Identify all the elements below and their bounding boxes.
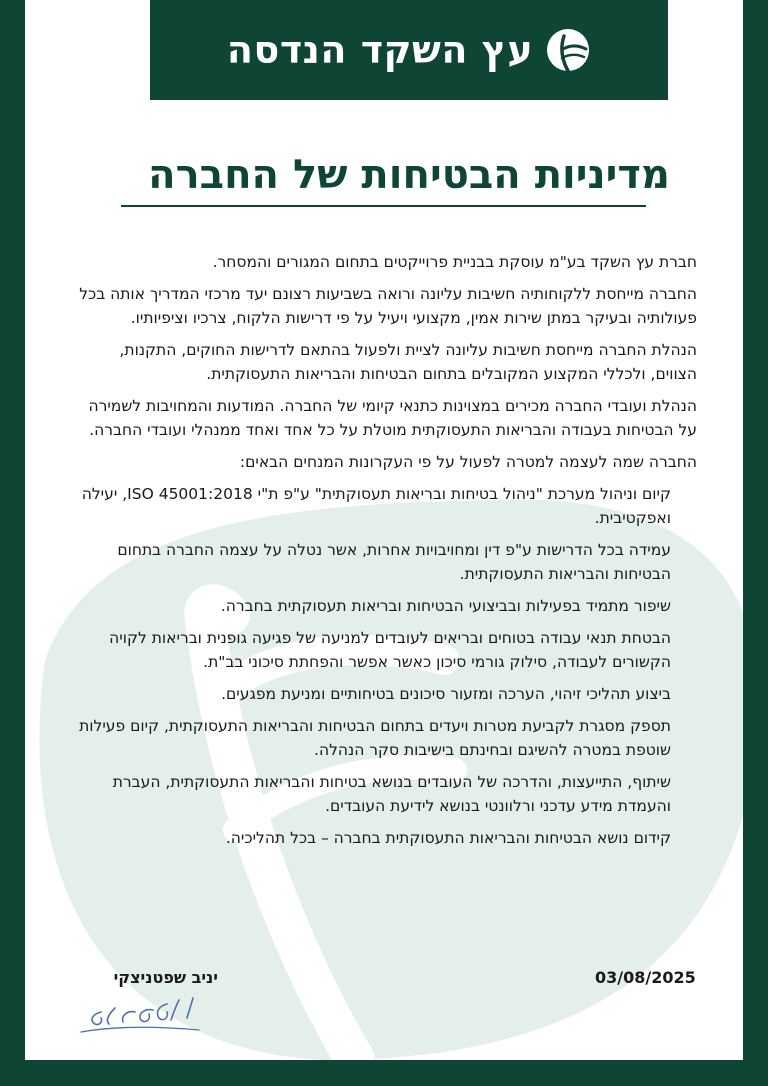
handwritten-signature <box>75 992 205 1040</box>
signature-date: 03/08/2025 <box>595 968 696 987</box>
principle-item: עמידה בכל הדרישות ע"פ דין ומחויבויות אחרות, אשר נטלה על עצמה החברה בתחום הבטיחות והבריאות התעסוקתית. <box>117 541 671 583</box>
paragraph-customers: החברה מייחסת ללקוחותיה חשיבות עליונה ורואה בשביעות רצונם יעד מרכזי המדריך אותה בכל פעולותיה ובעיקר במתן שירות אמין, מקצועי ויעיל על פי דרישות הלקוח, צרכיו וציפיותיו. <box>79 285 697 327</box>
principle-item: קידום נושא הבטיחות והבריאות התעסוקתית בחברה – בכל תהליכיה. <box>225 829 671 847</box>
principle-item: תספק מסגרת לקביעת מטרות ויעדים בתחום הבטיחות והבריאות התעסוקתית, קיום פעילות שוטפת במטרה להשיגם ובחינתם בישיבות סקר הנהלה. <box>79 717 671 759</box>
header-banner <box>150 0 668 100</box>
principle-item: ביצוע תהליכי זיהוי, הערכה ומזעור סיכונים בטיחותיים ומניעת מפגעים. <box>221 685 671 703</box>
almond-tree-logo-icon <box>545 27 591 73</box>
principle-item: קיום וניהול מערכת "ניהול בטיחות ובריאות תעסוקתית" ע"פ ת"י ISO 45001:2018, יעילה ואפקטיבית. <box>81 485 671 527</box>
principle-item: שיתוף, התייעצות, והדרכה של העובדים בנושא בטיחות והבריאות התעסוקתית, העברת והעמדת מידע עדכני ורלוונטי בנושא לידיעת העובדים. <box>112 773 671 815</box>
title-underline <box>121 205 646 207</box>
paragraph-principles-intro: החברה שמה לעצמה למטרה לפעול על פי העקרונות המנחים הבאים: <box>239 453 697 471</box>
page-title: מדיניות הבטיחות של החברה <box>148 152 670 198</box>
principles-list <box>75 482 697 850</box>
paragraph-intro: חברת עץ השקד בע"מ עוסקת בבניית פרוייקטים בתחום המגורים והמסחר. <box>212 253 697 271</box>
principle-item: שיפור מתמיד בפעילות ובביצועי הבטיחות ובריאות תעסוקתית בחברה. <box>220 597 671 615</box>
signer-name: יניב שפטניצקי <box>113 968 218 987</box>
paragraph-compliance: הנהלת החברה מייחסת חשיבות עליונה לציית ולפעול בהתאם לדרישות החוקים, התקנות, הצווים, ולכללי המקצוע המקובלים בתחום הבטיחות והבריאות התעסוקתית. <box>119 341 697 383</box>
policy-body <box>75 250 697 858</box>
document-sheet <box>25 0 743 1060</box>
company-name: עץ השקד הנדסה <box>226 28 534 72</box>
paragraph-excellence: הנהלת ועובדי החברה מכירים במצוינות כתנאי קיומי של החברה. המודעות והמחויבות לשמירה על הבטיחות בעבודה והבריאות התעסוקתית מוטלת על כל אחד ואחד ממנהלי ועובדי החברה. <box>88 397 697 439</box>
principle-item: הבטחת תנאי עבודה בטוחים ובריאים לעובדים למניעה של פגיעה גופנית ובריאות לקויה הקשורים לעבודה, סילוק גורמי סיכון כאשר אפשר והפחתת סיכוני בב"ת. <box>109 629 671 671</box>
